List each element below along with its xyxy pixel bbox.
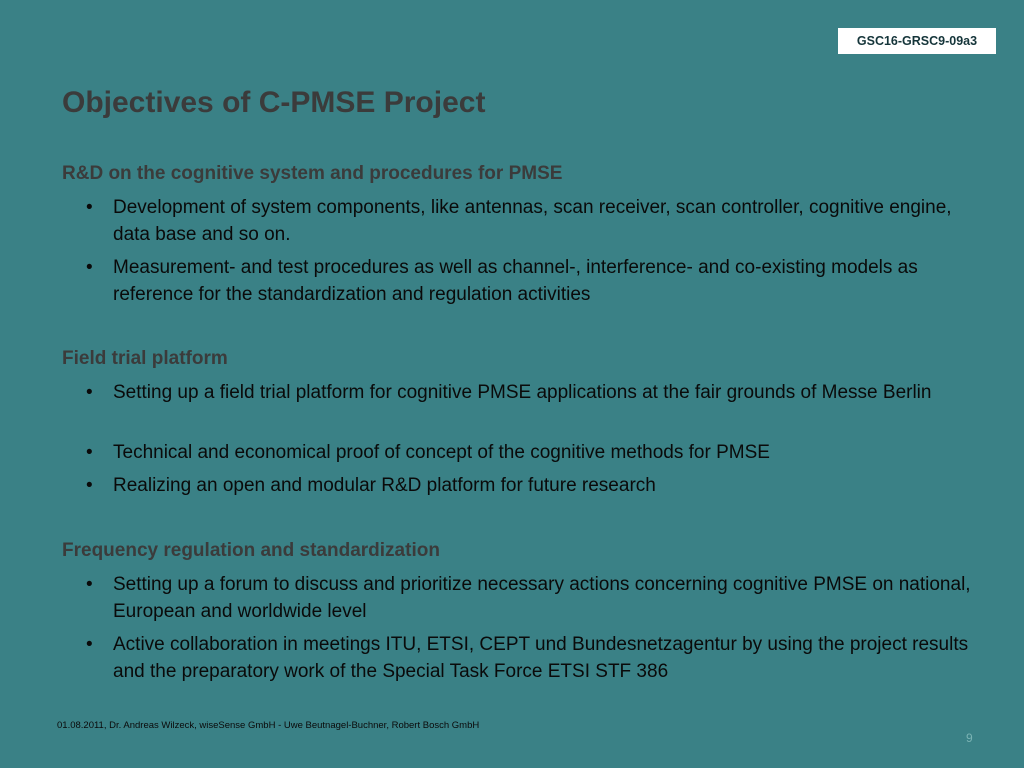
list-item-text: Setting up a forum to discuss and prioritize necessary actions concerning cognitive PMSE on national, European and worldwide level — [113, 574, 971, 622]
list-item — [86, 631, 986, 685]
slide-title: Objectives of C-PMSE Project — [62, 86, 486, 119]
list-item — [86, 439, 986, 466]
section-heading-frequency: Frequency regulation and standardization — [62, 540, 440, 561]
list-item — [86, 194, 986, 248]
list-item — [86, 254, 986, 308]
list-item — [86, 571, 986, 625]
bullet-icon: • — [86, 382, 93, 403]
list-item-text: Development of system components, like antennas, scan receiver, scan controller, cognitive engine, data base and so on. — [113, 197, 952, 245]
bullet-icon: • — [86, 475, 93, 496]
page-number: 9 — [966, 731, 973, 745]
bullet-icon: • — [86, 257, 93, 278]
section-heading-rd: R&D on the cognitive system and procedures for PMSE — [62, 163, 563, 184]
bullet-icon: • — [86, 634, 93, 655]
bullet-icon: • — [86, 197, 93, 218]
list-item — [86, 472, 986, 499]
footer-credits: 01.08.2011, Dr. Andreas Wilzeck, wiseSense GmbH - Uwe Beutnagel-Buchner, Robert Bosch GmbH — [57, 720, 480, 731]
bullet-icon: • — [86, 442, 93, 463]
list-item-text: Technical and economical proof of concept of the cognitive methods for PMSE — [113, 442, 770, 463]
list-item — [86, 379, 986, 406]
list-item-text: Measurement- and test procedures as well as channel-, interference- and co-existing models as reference for the standardization and regulation activities — [113, 257, 918, 305]
list-item-text: Setting up a field trial platform for cognitive PMSE applications at the fair grounds of Messe Berlin — [113, 382, 932, 403]
document-id-badge: GSC16-GRSC9-09a3 — [838, 28, 996, 54]
list-item-text: Active collaboration in meetings ITU, ETSI, CEPT und Bundesnetzagentur by using the project results and the preparatory work of the Special Task Force ETSI STF 386 — [113, 634, 969, 682]
list-item-text: Realizing an open and modular R&D platform for future research — [113, 475, 656, 496]
section-heading-field-trial: Field trial platform — [62, 348, 228, 369]
bullet-icon: • — [86, 574, 93, 595]
